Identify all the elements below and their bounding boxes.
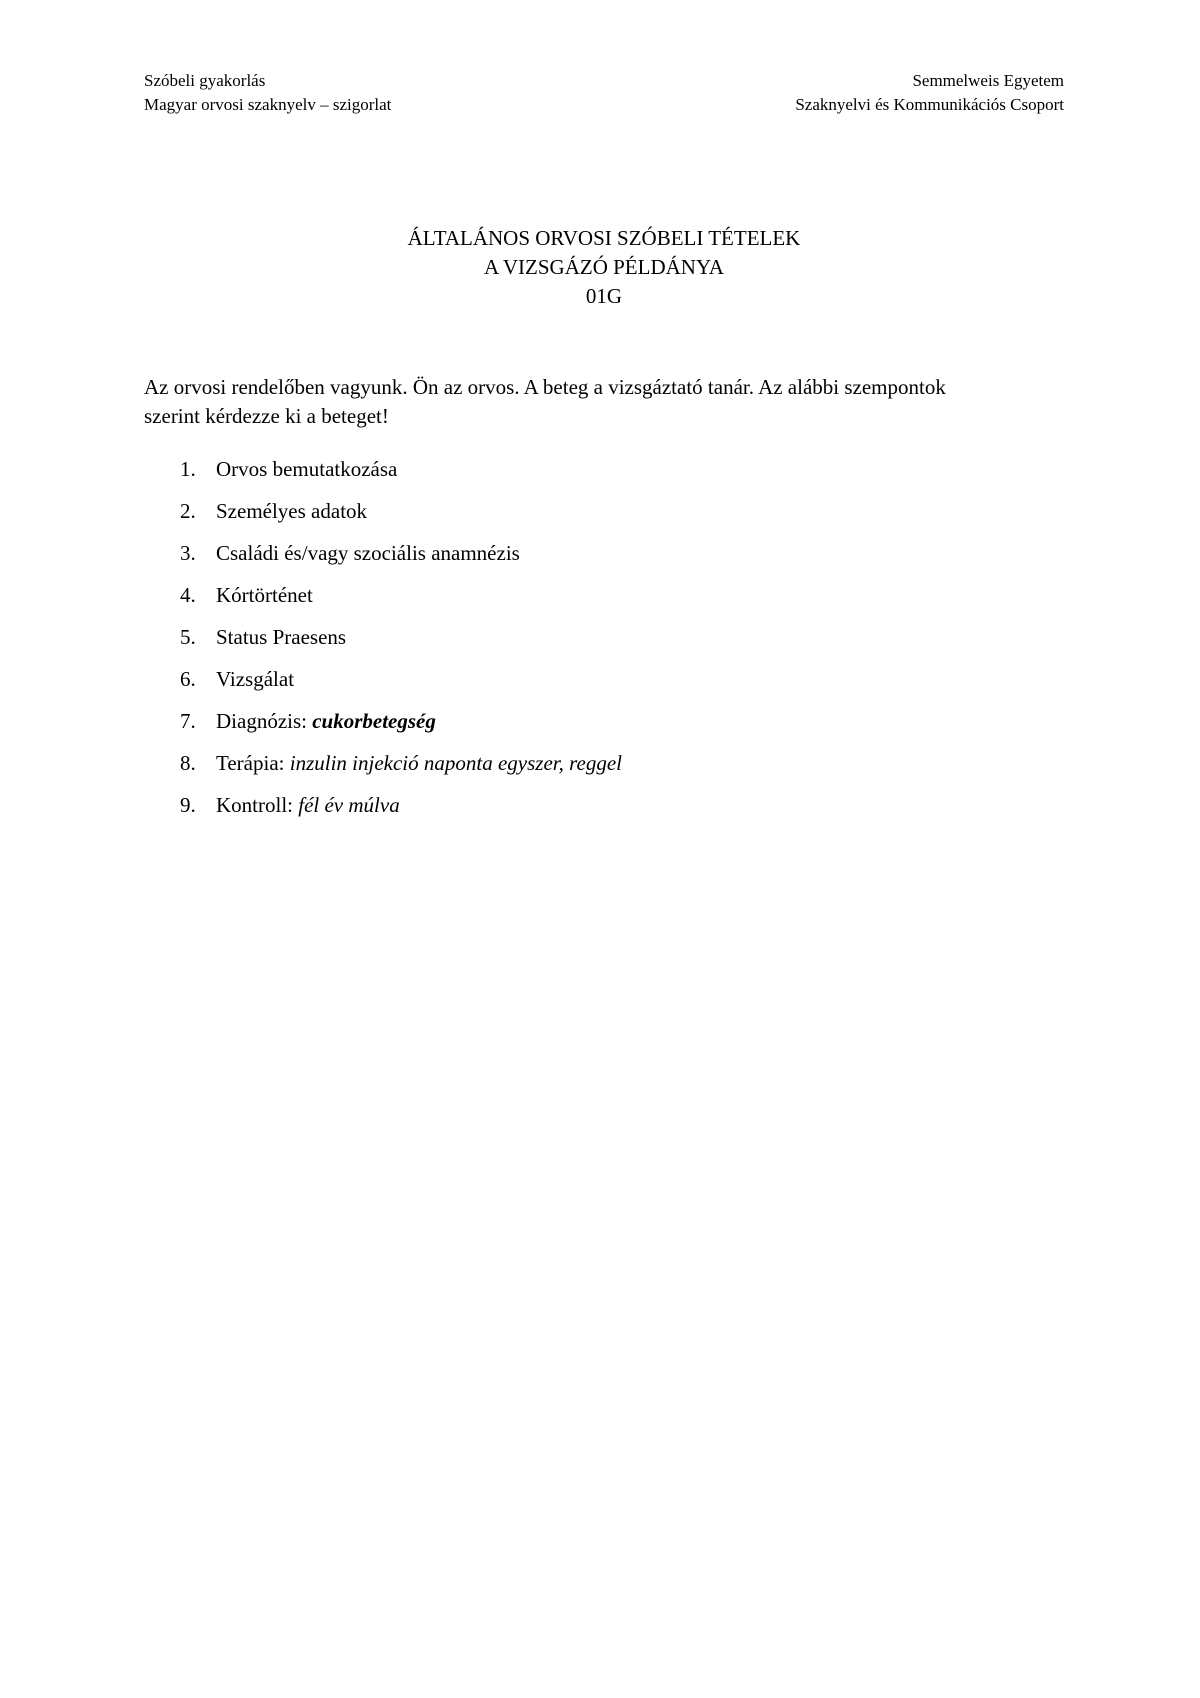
header-left	[144, 69, 391, 117]
header-department: Szaknyelvi és Kommunikációs Csoport	[795, 95, 1064, 114]
list-label: Diagnózis:	[216, 709, 313, 733]
intro-paragraph: Az orvosi rendelőben vagyunk. Ön az orvos. A beteg a vizsgáztató tanár. Az alábbi szempontok szerint kérdezze ki a beteget!	[144, 375, 946, 428]
header-institution: Semmelweis Egyetem	[912, 71, 1064, 90]
header-course-type: Szóbeli gyakorlás	[144, 71, 266, 90]
list-label: Családi és/vagy szociális anamnézis	[216, 541, 520, 565]
header-right	[795, 69, 1064, 117]
header-course-name: Magyar orvosi szaknyelv – szigorlat	[144, 95, 392, 114]
list-label: Kórtörténet	[216, 583, 313, 607]
exam-code: 01G	[585, 284, 623, 308]
document-page: Szóbeli gyakorlás Magyar orvosi szaknyelv – szigorlat Semmelweis Egyetem Szaknyelvi és Kommunikációs Csoport ÁLTALÁNOS ORVOSI SZÓBELI TÉTELEK A VIZSGÁZÓ PÉLDÁNYA 01G Az orvosi rendelőben vagyunk. Ön az orvos. A beteg a vizsgáztató tanár. Az alábbi szempontok szerint kérdezze ki a beteget! 1. Orvos bemutatkozása 2. Személyes adatok 3. Családi és/vagy szociális anamnézis 4. Kórtörténet 5. Status Praesens 6. Vizsgálat 7. Diagnózis: cukorbetegség 8. Terápia: inzulin injekció naponta egyszer, reggel 9. Kontroll: fél év múlva	[0, 0, 1200, 1698]
title-line-2: A VIZSGÁZÓ PÉLDÁNYA	[484, 255, 724, 279]
list-label: Vizsgálat	[216, 667, 295, 691]
diagnosis-value: cukorbetegség	[312, 709, 436, 733]
list-label: Személyes adatok	[216, 499, 368, 523]
list-label: Terápia:	[216, 751, 290, 775]
list-label: Kontroll:	[216, 793, 299, 817]
list-label: Status Praesens	[216, 625, 347, 649]
list-label: Orvos bemutatkozása	[216, 457, 398, 481]
control-value: fél év múlva	[298, 793, 400, 817]
title-block	[0, 224, 1200, 311]
title-line-1: ÁLTALÁNOS ORVOSI SZÓBELI TÉTELEK	[407, 226, 801, 250]
therapy-value: inzulin injekció naponta egyszer, reggel	[289, 751, 622, 775]
